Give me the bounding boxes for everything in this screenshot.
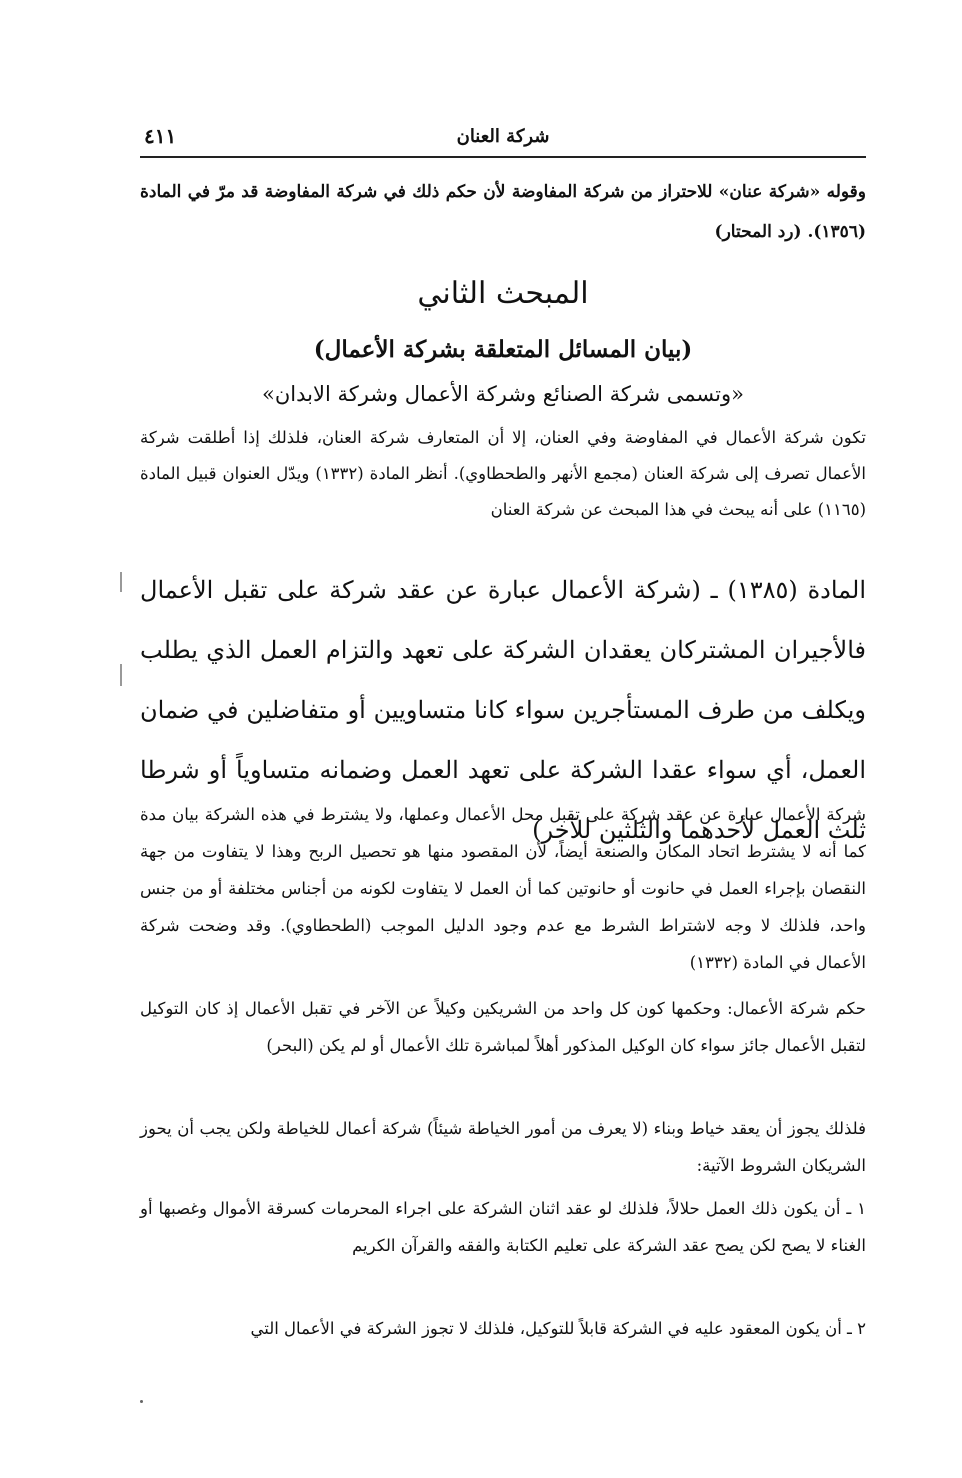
commentary-paragraph: ٢ ـ أن يكون المعقود عليه في الشركة قابلاً للتوكيل، فلذلك لا تجوز الشركة في الأعمال التي <box>250 1319 866 1338</box>
commentary-paragraph: ١ ـ أن يكون ذلك العمل حلالاً، فلذلك لو عقد اثنان الشركة على اجراء المحرمات كسرقة الأموال وغصبها أو الغناء لا يصح لكن يصح عقد الشركة على تعليم الكتابة والفقه والقرآن الكريم <box>140 1199 866 1255</box>
page-number: ٤١١ <box>144 124 177 148</box>
margin-mark <box>120 664 122 686</box>
scan-speck <box>140 1400 143 1403</box>
commentary-paragraph: حكم شركة الأعمال: وحكمها كون كل واحد من الشريكين وكيلاً عن الآخر في تقبل الأعمال إذ كان التوكيل لتقبل الأعمال جائز سواء كان الوكيل المذكور أهلاً لمباشرة تلك الأعمال أو لم يكن (البحر) <box>140 999 866 1055</box>
running-title: شركة العنان <box>456 126 550 147</box>
commentary-paragraph: فلذلك يجوز أن يعقد خياط وبناء (لا يعرف من أمور الخياطة شيئاً) شركة أعمال للخياطة ولكن يجب أن يحوز الشريكان الشروط الآتية: <box>140 1119 866 1175</box>
page-header <box>140 120 866 158</box>
article-text: المادة (١٣٨٥) ـ (شركة الأعمال عبارة عن عقد شركة على تقبل الأعمال فالأجيران المشتركان يعقدان الشركة على تعهد والتزام العمل الذي يطلب ويكلف من طرف المستأجرين سواء كانا متساويين أو متفاضلين في ضمان العمل، أي سواء عقدا الشركة على تعهد العمل وضمانه متساوياً أو شرطا ثلث العمل لأحدهما والثلثين للآخر) <box>140 576 867 844</box>
commentary-paragraph: شركة الأعمال عبارة عن عقد شركة على تقبل محل الأعمال وعملها، ولا يشترط في هذه الشركة بيان مدة كما أنه لا يشترط اتحاد المكان والصنعة أيضاً، لأن المقصود منها هو تحصيل الربح وهذا لا يتفاوت من جهة النقصان بإجراء العمل في حانوت أو حانوتين كما أن العمل لا يتفاوت لكونه من أجناس مختلفة أو من جنس واحد، فلذلك لا وجه لاشتراط الشرط مع عدم وجود الدليل الموجب (الطحطاوي). وقد وضحت شركة الأعمال في المادة (١٣٣٢) <box>140 805 866 972</box>
section-alt-names: «وتسمى شركة الصنائع وشركة الأعمال وشركة الابدان» <box>262 382 744 406</box>
margin-mark <box>120 572 122 592</box>
section-subheading: (بيان المسائل المتعلقة بشركة الأعمال) <box>313 336 693 363</box>
intro-paragraph: تكون شركة الأعمال في المفاوضة وفي العنان، إلا أن المتعارف شركة العنان، فلذلك إذا أطلقت شركة الأعمال تصرف إلى شركة العنان (مجمع الأنهر والطحطاوي). أنظر المادة (١٣٣٢) ويدّل العنوان قبيل المادة (١١٦٥) على أنه يبحث في هذا المبحث عن شركة العنان <box>140 428 866 519</box>
top-note-paragraph: وقوله «شركة عنان» للاحتراز من شركة المفاوضة لأن حكم ذلك في شركة المفاوضة قد مرّ في المادة (١٣٥٦). (رد المحتار) <box>140 182 866 242</box>
section-heading: المبحث الثاني <box>417 276 589 311</box>
